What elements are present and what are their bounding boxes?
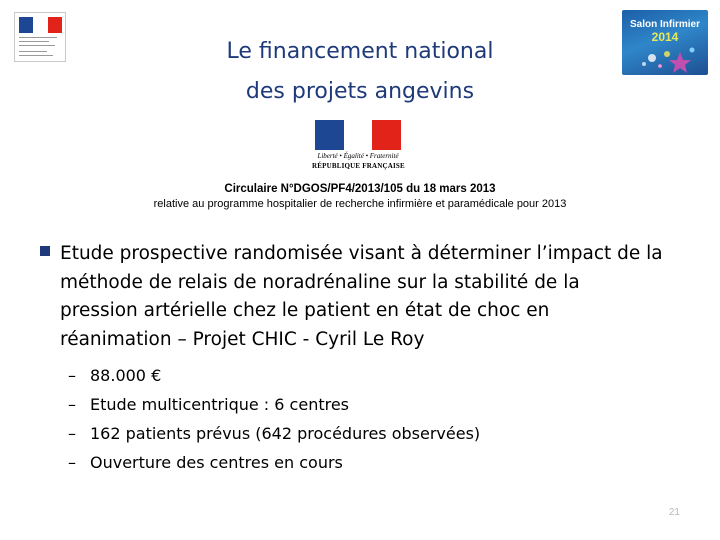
- circular-description: relative au programme hospitalier de recherche infirmière et paramédicale pour 2013: [153, 198, 567, 210]
- salon-infirmier-logo: [622, 10, 708, 75]
- main-bullet-line-3: pression artérielle chez le patient en état de choc en: [60, 300, 550, 321]
- list-item: [68, 361, 628, 390]
- square-bullet-icon: [40, 246, 50, 256]
- list-item: [68, 419, 628, 448]
- republique-francaise-logo: [312, 118, 404, 172]
- title-line-1: Le financement national: [226, 39, 494, 64]
- ministry-emblem-icon: [19, 17, 62, 33]
- page-number: 21: [668, 507, 680, 518]
- sub-item-text: 162 patients prévus (642 procédures observées): [90, 424, 481, 443]
- main-bullet-line-4: réanimation – Projet CHIC - Cyril Le Roy: [60, 328, 425, 350]
- main-bullet-text: [60, 240, 700, 354]
- circular-reference: Circulaire N°DGOS/PF4/2013/105 du 18 mars 2013: [224, 183, 496, 195]
- marianne-flag-icon: [315, 120, 401, 150]
- salon-logo-year: 2014: [651, 30, 679, 44]
- main-bullet-line-2: méthode de relais de noradrénaline sur la stabilité de la: [60, 271, 580, 293]
- list-item: [68, 390, 628, 419]
- republic-name: RÉPUBLIQUE FRANÇAISE: [312, 162, 405, 170]
- page-title: [150, 32, 570, 112]
- dash-bullet: –: [68, 424, 76, 443]
- title-line-2: des projets angevins: [245, 79, 475, 104]
- sub-item-text: Ouverture des centres en cours: [90, 453, 343, 472]
- dash-bullet: –: [68, 453, 76, 472]
- main-bullet-line-1: Etude prospective randomisée visant à déterminer l’impact de la: [60, 243, 663, 264]
- ministry-logo: [14, 12, 66, 62]
- list-item: [68, 448, 628, 477]
- salon-stars-icon: [622, 10, 708, 75]
- salon-logo-name: Salon Infirmier: [629, 19, 700, 30]
- dash-bullet: –: [68, 395, 76, 414]
- dash-bullet: –: [68, 366, 76, 385]
- sub-bullet-list: [68, 361, 628, 477]
- sub-item-text: Etude multicentrique : 6 centres: [90, 395, 350, 414]
- sub-item-text: 88.000 €: [90, 366, 162, 385]
- republic-motto: Liberté • Égalité • Fraternité: [317, 152, 399, 160]
